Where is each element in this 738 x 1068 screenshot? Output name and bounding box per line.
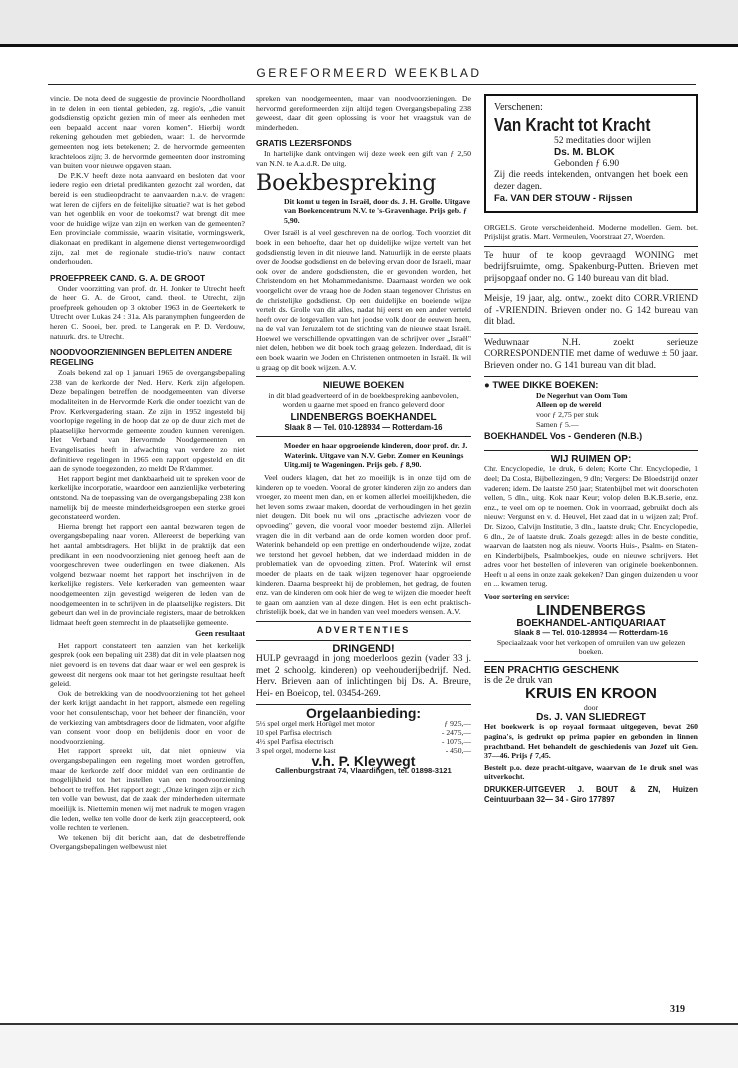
subheading: Geen resultaat [195,629,245,639]
paragraph: Ook de betrekking van de noodvoorziening tot het geheel der kerk krijgt aandacht in het rapport, alsmede een regeling voor het consulentschap, voor het beheer der financiën, voor de verkiezing van ambtsdragers door de lidmaten, voor afgifte van consent voor doop en belijdenis door en voor de noodvoorziening. [50,688,245,746]
nieuwe-boeken-title: NIEUWE BOEKEN [322,380,405,392]
orgel-price: - 2475,— [441,727,471,737]
review-text: Over Israël is al veel geschreven na de oorlog. Toch voorziet dit boek in een behoefte, daar het op duidelijke wijze vertelt van het godsdienstig leven in dit nieuwe land. Natuurlijk in de eerste plaats over de Joodse godsdienst en de beleving ervan door de Israeli, maar ook over de andere godsdiensten, die er gevonden worden, het Christendom en het Mohammedanisme. Daarnaast worden we ook voorgelicht over de vraag hoe de Joden staan tegenover Christus en de christelijke godsdienst. Op een duidelijke en boeiende wijze vertelt ds. Grolle van dit alles, nadat hij eerst en een ander verteld heeft over de lotgevallen van het joodse volk door de eeuwen heen, na de val van Jeruzalem tot de stichting van de nieuwe staat Israël. Hoewel we verschillende opvattingen van de schrijver over „Israël" niet delen, hebben we dit boek toch graag gelezen. Inderdaad, dit is een boek waarin we Joden en Christenen ontmoeten in Israël. Ik wil u graag op dit boek wijzen. A.V. [256,228,471,372]
ad-title: ● TWEE DIKKE BOEKEN: [484,380,599,392]
bookshop-name: LINDENBERGS BOEKHANDEL [290,412,437,424]
vk-ad-box [484,94,698,213]
ad-text: HULP gevraagd in jong moederloos gezin (vader 33 j. met 2 schoolg. kinderen) op veehouderijbedrijf. Ned. Herv. Brieven aan of inlichtingen bij Ds. A. Breure, Hei- en Boeicop, tel. 03454-269. [256,654,471,699]
orgel-desc: 4½ spel Parfisa electrisch [256,736,334,746]
page-header: GEREFORMEERD WEEKBLAD [256,66,482,80]
ad-label: Verschenen: [494,102,543,113]
weduwnaar-ad: Weduwnaar N.H. zoekt serieuze CORRESPONDENTIE met dame of weduwe ± 50 jaar. Brieven onder no. G 141 bureau van dit blad. [484,334,698,378]
kruis-author: Ds. J. VAN SLIEDREGT [536,711,646,723]
ad-line: De Negerhut van Oom Tom [536,390,628,400]
vk-title: Van Kracht tot Kracht [494,114,651,135]
kleywegt-title: v.h. P. Kleywegt [311,752,416,769]
section-heading: PROEFPREEK CAND. G. A. DE GROOT [50,272,206,283]
ad-line: door [583,703,599,713]
geschenk-title: EEN PRACHTIG GESCHENK [484,665,620,677]
ad-price: Gebonden ƒ 6.90 [554,158,620,169]
section-heading: GRATIS LEZERSFONDS [256,138,352,149]
paragraph: Het boekwerk is op royaal formaat uitgegeven, bevat 260 pagina's, is gedrukt op prima papier en gebonden in linnen prachtband. Het behandelt de geschiedenis van Jozef uit Gen. 37—46. Prijs ƒ 7,45. [484,722,698,761]
header-rule [48,84,696,85]
paragraph: Onder voorzitting van prof. dr. H. Jonker te Utrecht heeft de heer G. A. de Groot, cand. theol. te Utrecht, zijn proefpreek gehouden op 3 oktober 1963 in de Geertekerk te Utrecht over Lukas 24 : 31a. Als paranymphen fungeerden de heren C. Sooei, ber. pred. te Langerak en P. D. Verdouw, natuurk. drs. te Utrecht. [50,283,245,341]
page-number: 319 [670,1004,685,1015]
lindenbergs-title: LINDENBERGS [536,601,646,619]
ad-text: Zij die reeds intekenden, ontvangen het boek een dezer dagen. [494,170,688,192]
ad-line: Samen ƒ 5.— [536,419,579,429]
divider [256,376,471,377]
paragraph: spreken van noodgemeenten, maar van noodvoorzieningen. De hervormd gereformeerden zijn altijd tegen Overgangsbepaling 238 geweest, daar dit geen oplossing is voor het vraagstuk van de minderheden. [256,94,471,132]
paragraph: De P.K.V heeft deze nota aanvaard en besloten dat voor iedere regio een drietal predikanten gezocht zal worden, dat bereid is een studieopdracht te aanvaarden n.a.v. de vragen: wat leren de cijfers en de feitelijke situatie? wat is het gebod van het ogenblik en voor de toekomst? wat brengt dit mee voor de huidige wijze van zijn en werken van de gemeenten? Een provinciale commissie, waarin visitatie, vormingswerk, diakonaat en predikant in algemene dienst vertegenwoordigd zijn, zal met de regionale studie-trio's nauw contact onderhouden. [50,170,245,267]
paragraph: in dit blad geadverteerd of in de boekbespreking aanbevolen, worden u gaarne met spoed en franco geleverd door [268,390,459,410]
paragraph: Het rapport spreekt uit, dat niet opnieuw via overgangsbepalingen een regeling moet worden getroffen, maar de kerkorde zelf door middel van een ordinantie de mogelijkheid tot het instellen van een noodvoorziening behoort te treffen. Het rapport zegt: „Onze kringen zijn er zich ten volle van bewust, dat de zaak der minderheden uitermate moeilijk is. Niettemin menen wij met nadruk te mogen vragen die leden, welke ten volle door de kerk zijn geaccepteerd, ook volle rechten te verlenen. [50,746,245,833]
wij-ruimen-title: WIJ RUIMEN OP: [550,453,632,465]
kleywegt-address: Callenburgstraat 74, Vlaardingen, tel. 01898-3121 [275,766,452,776]
scan-top-edge [0,44,738,47]
ad-author: Ds. M. BLOK [554,147,615,158]
list-item [256,737,471,746]
divider [256,640,471,641]
ad-line: voor ƒ 2,75 per stuk [536,409,599,419]
divider [484,450,698,451]
orgel-price: - 450,— [445,745,471,755]
divider [256,621,471,622]
orgel-desc: 3 spel orgel, moderne kast [256,745,336,755]
dringend-title: DRINGEND! [332,642,395,655]
orgel-desc: 10 spel Parfisa electrisch [256,727,332,737]
column-1 [50,94,245,852]
ad-publisher: Fa. VAN DER STOUW - Rijssen [494,193,633,204]
scan-bottom-border [0,1025,738,1068]
paragraph: Hierna brengt het rapport een aantal bezwaren tegen de overgangsbepaling naar voren. Allereerst de beperking van het aantal ambtsdragers. Het blijkt in de praktijk dat een predikant in een noodvoorziening niet genoeg heeft aan de voorgeschreven twee ouderlingen en twee diakenen. Als volgend bezwaar noemt het rapport het inschrijven in de kerkelijke registers. Vele kerkeraden van gemeenten waar noodgemeenten zijn gevestigd weigeren de leden van de noodgemeenten in te schrijven in de plaatselijke registers. Dit gebeurt dan wel in de provinciale registers, maar de betrokken lidmaat heeft geen stemrecht in de plaatselijke gemeente. [50,521,245,627]
lindenbergs-address: Slaak 8 — Tel. 010-128934 — Rotterdam-16 [514,628,668,638]
orgels-ad: ORGELS. Grote verscheidenheid. Moderne modellen. Gem. bet. Prijslijst gratis. Mart. Vermeulen, Voorstraat 27, Woerden. [484,219,698,247]
orgel-desc: 5½ spel orgel merk Horügel met motor [256,718,375,728]
paragraph: Bestelt p.o. deze pracht-uitgave, waarvan de 1e druk snel was uitverkocht. [484,762,698,782]
twee-boeken-ad [484,377,698,446]
review-text: Veel ouders klagen, dat het zo moeilijk is in onze tijd om de kinderen op te voeden. Vooral de groter kinderen zijn zo anders dan vroeger, zo meent men dan, en er komen allerlei moeilijkheden, die het leven soms zwaar maken, doordat de verhoudingen in het gezin niet deugen. Dit boek nu wil ons „practische adviezen voor de opvoeding" geven, die vooral voor moeder bestemd zijn. Allerlei vragen die in dit verband aan de orde komen worden door prof. Waterink behandeld op een prettige en onderhoudende wijze, zodat we terstond het gevoel hebben, dat we inderdaad midden in de problematiek van de opvoeding zitten. Prof. Waterink wil ernst moeder de plaats en de taak wijzen tegenover haar opgroeiende kinderen. Daarna bespreekt hij de problemen, het gedrag, de fouten enz. van de kinderen om ook hier de weg te wijzen die moeder heeft te gaan om aanzien van al deze dingen. Het is een echt praktisch-christelijk boek, dat we in handen van veel moeders wensen. A.V. [256,473,471,617]
bookshop-address: Slaak 8 — Tel. 010-128934 — Rotterdam-16 [284,422,443,432]
ad-line: is de 2e druk van [484,674,553,686]
scan-top-border [0,0,738,46]
lindenbergs-sub: BOEKHANDEL-ANTIQUARIAAT [516,617,666,629]
orgel-list [256,719,471,755]
advertenties-title: ADVERTENTIES [316,624,411,635]
divider [256,436,471,437]
list-item [256,719,471,728]
ad-text: 52 meditaties door wijlen [554,135,651,146]
paragraph: Chr. Encyclopedie, 1e druk, 6 delen; Korte Chr. Encyclopedie, 1 deel; Da Costa, Bijbellezingen, 9 dln; Vergers: De Bloedstrijd onzer vaderen; idem. De laatste 250 jaar; Statenbijbel met wit doorschoten vellen, 5 dln., uitg. Kok naar Keur; volop delen B.K.B.serie, enz. enz., te veel om op te noemen. Ook in voorraad, gebruikt doch als nieuw: Vergunst en v. d. Heuvel, Het zaad dat in u wijzen zal; Prof. Dr. Sizoo, Calvijn Institutie, 3 dln., laatste druk; Chr. Encyclopedie, 6 dln., 2e of laatste druk. Zoals gezegd: alles in de beste conditie, waarvan de laatsten nog als nieuw. Voorts Huis-, Psalm- en Staten- en Kinderbijbels, Psalmboekjes, oude en nieuwe schrijvers. Het adres voor het bestellen of inleveren van originele boekenbonnen. Heeft u al eens in onze zaak gekeken? Dan gingen duizenden u voor en ... kwamen terug. [484,464,698,589]
paragraph: We tekenen bij dit bericht aan, dat de desbetreffende Overgangsbepalingen welbewust niet [50,832,245,852]
paragraph: Zoals bekend zal op 1 januari 1965 de overgangsbepaling 238 van de kerkorde der Ned. Herv. Kerk zijn afgelopen. Deze bepalingen betreffen de noodgemeenten van diverse modaliteiten in de Hervormde Kerk die onder toezicht van de Prov. Kerkvergadering staan. Ze zijn in 1952 ingesteld bij voorlopige regeling in de hoop dat ze op de duur zich met de plaatselijke hervormde gemeente zouden kunnen verenigen. Het Verband van Hervormde Noodgemeenten en Evangelisaties heeft in afwachting van verdere zo niet definitieve regelingen in 1965 een rapport opgesteld en dit aan de synode toegezonden, zo meldt De R'dammer. [50,368,245,474]
paragraph: Het rapport begint met dankbaarheid uit te spreken voor de kerkelijke incorporatie, waardoor een aanzienlijke verbetering ontstond. Na de toepassing van de overgangsbepaling 238 kon namelijk bij de meeste minderheidsgroepen een sterke groei geconstateerd worden. [50,473,245,522]
divider [484,661,698,662]
list-item [256,728,471,737]
paragraph: DRUKKER-UITGEVER J. BOUT & ZN, Huizen Ceintuurbaan 32— 34 - Giro 177897 [484,784,698,804]
orgel-price: ƒ 925,— [444,718,471,728]
ad-line: Voor sortering en service: [484,592,570,602]
column-2 [256,94,471,776]
paragraph: vincie. De nota deed de suggestie de provincie Noordholland in te delen in een tiental gebieden, zg. regio's, „die vanuit godsdienstig opzicht gezien min of meer als eenheden met een bepaald accent naar voren komen". Hierbij wordt rekening gehouden met gebieden, waar: 1. de hervormde gemeenten nog iets betekenen; 2. de hervormde gemeenten krachteloos zijn; 3. de hervormde gemeenten door instroming van buiten voor nieuwe opgaven staan. [50,94,245,171]
orgel-title: Orgelaanbieding: [305,705,422,722]
section-title: Boekbespreking [256,170,437,196]
section-heading: NOODVOORZIENINGEN BEPLEITEN ANDERE REGELING [50,347,233,368]
column-3 [484,94,698,804]
ad-line: Alleen op de wereld [536,400,602,410]
woning-ad: Te huur of te koop gevraagd WONING met bedrijfsruimte, omg. Spakenburg-Putten. Brieven met prijsopgaaf onder no. G 140 bureau van dit blad. [484,247,698,291]
book-reference: Dit komt u tegen in Israël, door ds. J. H. Grolle. Uitgave van Boekencentrum N.V. te 's-Gravenhage. Prijs geb. ƒ 5,90. [284,196,470,225]
paragraph: Speciaalzaak voor het verkopen of omruilen van uw gelezen boeken. [496,637,686,657]
ad-shop: BOEKHANDEL Vos - Genderen (N.B.) [484,431,643,442]
paragraph: In hartelijke dank ontvingen wij deze week een gift van ƒ 2,50 van N.N. te A.a.d.R. De uitg. [256,149,471,168]
book-reference: Moeder en haar opgroeiende kinderen, door prof. dr. J. Waterink. Uitgave van N.V. Gebr. Zomer en Keunings Uitg.mij te Wageningen. Prijs geb. ƒ 8,90. [284,441,468,470]
orgel-price: - 1075,— [441,736,471,746]
paragraph: Het rapport constateert ten aanzien van het kerkelijk gesprek (ook een bepaling uit 238) dat dit in vele plaatsen nog niet gevoerd is en tevens dat daar waar er wel een gesprek is geweest dit nergens ook maar tot het geringste resultaat heeft geleid. [50,640,245,689]
kruis-title: KRUIS EN KROON [525,685,657,703]
meisje-ad: Meisje, 19 jaar, alg. ontw., zoekt dito CORR.VRIEND of -VRIENDIN. Brieven onder no. G 142 bureau van dit blad. [484,290,698,334]
